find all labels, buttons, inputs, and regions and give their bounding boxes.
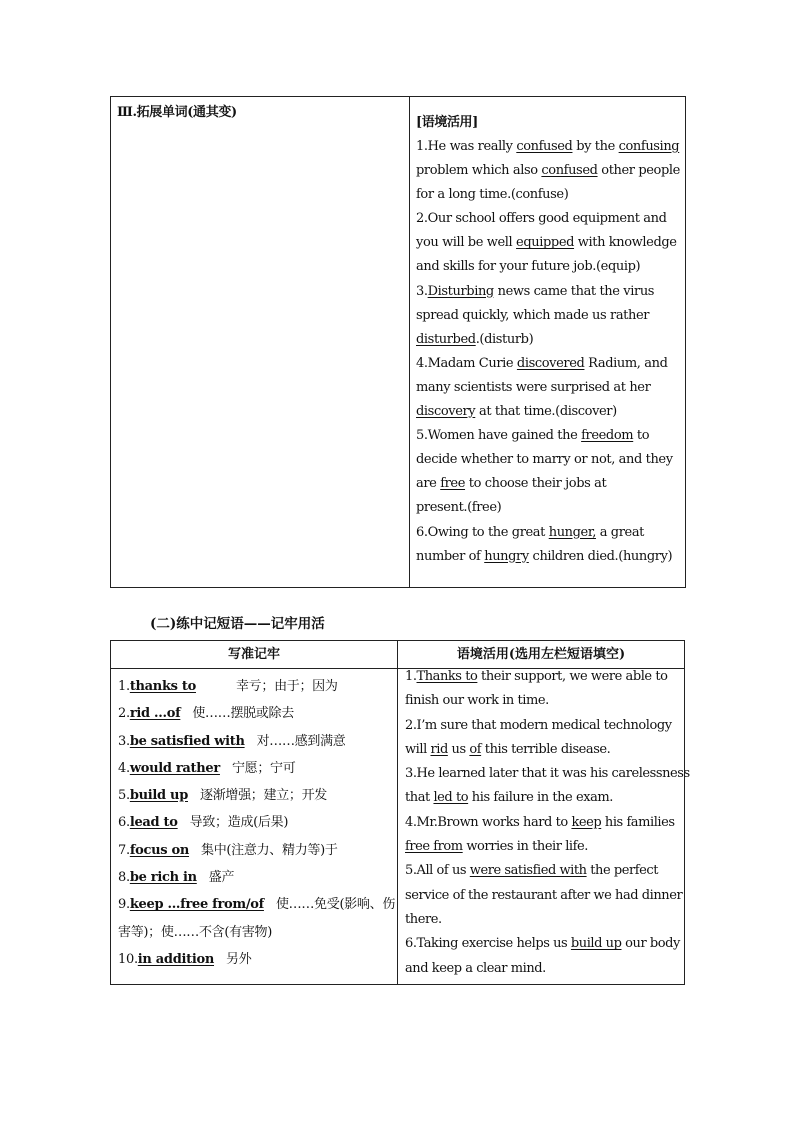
sentence-text: will xyxy=(405,741,431,757)
answer-blank: free xyxy=(440,476,466,492)
answer-blank: Disturbing xyxy=(427,283,494,299)
context-line xyxy=(416,352,682,376)
context-heading: [语境活用] xyxy=(416,115,478,130)
phrase-meaning: 导致；造成(后果) xyxy=(189,815,289,831)
answer-blank: Thanks to xyxy=(416,669,478,684)
sentence-text: worries in their life. xyxy=(462,839,588,855)
sentence-text: there. xyxy=(405,911,442,927)
sentence-text: children died.(hungry) xyxy=(528,548,673,564)
phrase-number: 3. xyxy=(118,733,130,749)
phrase-row xyxy=(118,837,394,864)
answer-blank: discovered xyxy=(516,355,585,371)
section-title: (二)练中记短语——记牢用活 xyxy=(150,616,325,632)
sentence-text: 4.Madam Curie xyxy=(416,355,517,371)
sentence-text: 2.I’m sure that modern medical technology xyxy=(405,717,672,733)
usage-line xyxy=(405,689,683,713)
sentence-text: .(disturb) xyxy=(475,331,534,347)
sentence-text: and skills for your future job.(equip) xyxy=(416,259,641,275)
context-line xyxy=(416,135,682,159)
phrase-list xyxy=(118,673,394,973)
phrase: be rich in xyxy=(129,870,197,886)
column-divider xyxy=(397,641,398,984)
sentence-text: other people xyxy=(597,163,680,179)
usage-line xyxy=(405,738,683,762)
sentence-text: present.(free) xyxy=(416,500,502,516)
answer-blank: keep xyxy=(571,814,602,830)
answer-blank: of xyxy=(469,741,482,757)
context-line xyxy=(416,231,682,255)
sentence-text: service of the restaurant after we had dinner xyxy=(405,887,683,903)
sentence-text: 5.All of us xyxy=(405,863,470,879)
context-line xyxy=(416,400,682,424)
phrase-row xyxy=(118,782,394,809)
phrase-meaning: 对……感到满意 xyxy=(256,733,346,749)
answer-blank: confused xyxy=(541,163,598,179)
phrase-number: 4. xyxy=(118,760,130,776)
answer-blank: discovery xyxy=(416,404,476,420)
answer-blank: led to xyxy=(433,790,469,806)
phrase-meaning: 另外 xyxy=(226,951,252,967)
phrase-number: 1. xyxy=(118,679,130,694)
phrase-row xyxy=(118,728,394,755)
phrase-row xyxy=(118,891,394,918)
sentence-text: with knowledge xyxy=(574,235,677,251)
usage-line xyxy=(405,908,683,932)
sentence-text: are xyxy=(416,476,441,492)
sentence-text: by the xyxy=(572,139,619,154)
phrase: rid ...of xyxy=(129,706,181,722)
phrase: keep ...free from/of xyxy=(129,897,264,913)
phrase-number: 6. xyxy=(118,815,130,831)
column-divider xyxy=(409,97,410,587)
context-line xyxy=(416,304,682,328)
sentence-text: the perfect xyxy=(586,863,658,879)
phrase: focus on xyxy=(129,842,190,858)
phrase-meaning: 逐渐增强；建立；开发 xyxy=(200,788,328,804)
sentence-text: decide whether to marry or not, and they xyxy=(416,452,673,468)
sentence-text: finish our work in time. xyxy=(405,693,549,709)
phrase: thanks to xyxy=(129,679,196,694)
sentence-text: 5.Women have gained the xyxy=(416,428,582,444)
usage-line xyxy=(405,957,683,981)
phrase-meaning: 集中(注意力、精力等)于 xyxy=(201,842,338,858)
sentence-text: at that time.(discover) xyxy=(475,404,617,420)
phrase: would rather xyxy=(129,760,220,776)
answer-blank: disturbed xyxy=(416,331,476,347)
usage-line xyxy=(405,932,683,956)
answer-blank: confusing xyxy=(618,139,680,154)
answer-blank: hunger, xyxy=(548,524,596,540)
answer-blank: were satisfied with xyxy=(469,863,587,879)
context-line xyxy=(416,448,682,472)
phrase-number: 10. xyxy=(118,951,138,967)
context-line xyxy=(416,376,682,400)
usage-line xyxy=(405,859,683,883)
sentence-text: 6.Owing to the great xyxy=(416,524,549,540)
phrase-row xyxy=(118,700,394,727)
answer-blank: free from xyxy=(405,839,463,855)
answer-blank: confused xyxy=(516,139,573,154)
usage-line xyxy=(405,835,683,859)
answer-blank: hungry xyxy=(484,548,529,564)
sentence-text: 1. xyxy=(405,669,417,684)
sentence-text: and xyxy=(639,211,667,227)
context-line xyxy=(416,255,682,279)
phrase-row xyxy=(118,755,394,782)
context-line xyxy=(416,328,682,352)
sentence-text: 1.He was really xyxy=(416,139,517,154)
sentence-text: 4.Mr.Brown works hard to xyxy=(405,814,572,830)
answer-blank: freedom xyxy=(581,428,634,444)
phrase-meaning: 害等)；使……不含(有害物) xyxy=(118,924,273,940)
phrase-row xyxy=(118,919,394,946)
sentence-text: that xyxy=(405,790,434,806)
sentence-text: Radium, and xyxy=(584,355,668,371)
phrase-row xyxy=(118,809,394,836)
sentence-text: equipment xyxy=(572,211,640,227)
sentence-text: us xyxy=(447,741,470,757)
usage-line xyxy=(405,665,683,689)
sentence-text: number of xyxy=(416,548,485,564)
phrase-number: 2. xyxy=(118,706,130,722)
phrase-row xyxy=(118,946,394,973)
phrase-number: 8. xyxy=(118,870,130,886)
phrase-number: 7. xyxy=(118,842,130,858)
section-heading: Ⅲ.拓展单词(通其变) xyxy=(117,105,237,120)
answer-blank: build up xyxy=(570,936,622,952)
phrase-meaning: 幸亏；由于；因为 xyxy=(235,679,338,694)
sentence-text: this terrible disease. xyxy=(481,741,611,757)
context-line xyxy=(416,424,682,448)
phrase: lead to xyxy=(129,815,178,831)
answer-blank: rid xyxy=(430,741,448,757)
usage-column-header: 语境活用(选用左栏短语填空) xyxy=(456,647,626,662)
sentence-text: many scientists were surprised at her xyxy=(416,379,651,395)
sentence-text: 3.He learned later that it was his carelessness xyxy=(405,766,690,782)
usage-line xyxy=(405,762,690,786)
sentence-text: to xyxy=(633,428,650,444)
phrase-number: 5. xyxy=(118,788,130,804)
context-line xyxy=(416,545,682,569)
context-line xyxy=(416,521,682,545)
answer-blank: equipped xyxy=(516,235,575,251)
context-line xyxy=(416,183,682,207)
context-line xyxy=(416,472,682,496)
word-expansion-table xyxy=(110,96,686,588)
phrase-row xyxy=(118,673,394,700)
usage-line xyxy=(405,811,683,835)
phrase-column-header: 写准记牢 xyxy=(227,647,280,662)
sentence-text: a great xyxy=(595,524,645,540)
sentence-text: his failure in the exam. xyxy=(468,790,613,806)
context-line xyxy=(416,280,682,304)
sentence-text: their support, we were able to xyxy=(477,669,668,684)
context-line xyxy=(416,207,682,231)
sentence-text: you will be well xyxy=(416,235,517,251)
context-line xyxy=(416,159,682,183)
phrase-number: 9. xyxy=(118,897,130,913)
sentence-text: problem which also xyxy=(416,163,542,179)
phrase-usage-list xyxy=(405,665,690,981)
usage-line xyxy=(405,884,683,908)
usage-line xyxy=(405,786,683,810)
sentence-text: news came that the virus xyxy=(493,283,655,299)
sentence-text: for a long time.(confuse) xyxy=(416,187,569,203)
phrase: be satisfied with xyxy=(129,733,245,749)
phrase-meaning: 使……免受(影响、伤 xyxy=(275,897,396,913)
phrase-meaning: 盛产 xyxy=(208,870,235,886)
phrase-table xyxy=(110,640,690,985)
sentence-text: and keep a clear mind. xyxy=(405,960,546,976)
phrase-meaning: 使……摆脱或除去 xyxy=(192,706,294,722)
phrase-row xyxy=(118,864,394,891)
sentence-text: our body xyxy=(621,936,680,952)
phrase-meaning: 宁愿；宁可 xyxy=(231,760,296,776)
sentence-text: to choose their jobs at xyxy=(465,476,607,492)
usage-line xyxy=(405,714,683,738)
phrase: build up xyxy=(129,788,188,804)
context-usage-column xyxy=(416,111,682,569)
word-expansion-column xyxy=(117,99,407,126)
sentence-text: his families xyxy=(601,814,675,830)
sentence-text: 2.Our school offers good xyxy=(416,211,573,227)
phrase: in addition xyxy=(137,951,215,967)
sentence-text: 6.Taking exercise helps us xyxy=(405,936,571,952)
sentence-text: 3. xyxy=(416,283,428,299)
sentence-text: spread quickly, which made us rather xyxy=(416,307,650,323)
context-sentences xyxy=(416,135,682,569)
context-line xyxy=(416,496,682,520)
